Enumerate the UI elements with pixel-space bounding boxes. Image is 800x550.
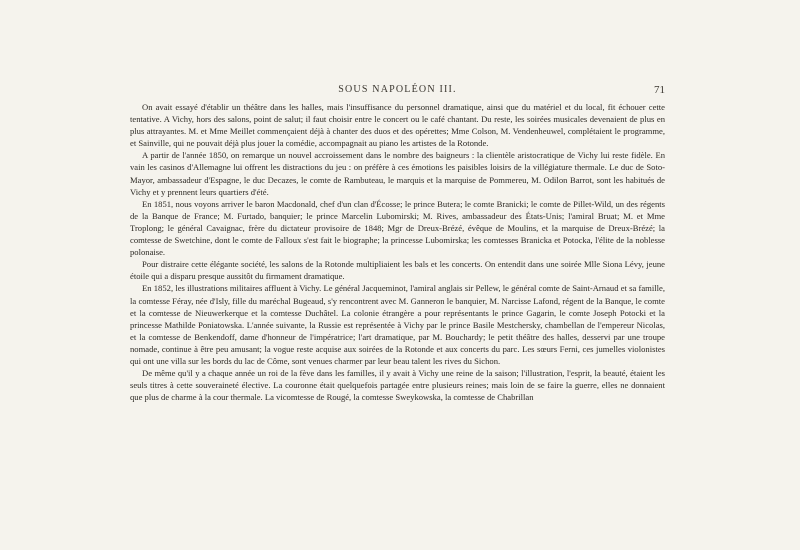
paragraph-reine: De même qu'il y a chaque année un roi de la fève dans les familles, il y avait à Vichy une reine de la saison; l'illustration, l'esprit, la beauté, étaient les seuls titres à cette souveraineté élective. La couronne était quelquefois partagée entre plusieurs reines; mais loin de se faire la guerre, elles ne donnaient que plus de charme à la cour thermale. La vicomtesse de Rougé, la comtesse Sweykowska, la comtesse de Chabrillan bbox=[130, 368, 665, 403]
page-number: 71 bbox=[654, 84, 665, 96]
running-head bbox=[130, 84, 665, 98]
running-title: SOUS NAPOLÉON III. bbox=[338, 84, 457, 95]
body-text bbox=[130, 101, 665, 403]
paragraph-theatre: On avait essayé d'établir un théâtre dans les halles, mais l'insuffisance du personnel dramatique, ainsi que du matériel et du local, fit échouer cette tentative. A Vichy, hors des salons, point de salut; il faut choisir entre le concert ou le café chantant. Du reste, les soirées musicales devenaient de plus en plus attrayantes. M. et Mme Meillet commençaient déjà à chanter des duos et des opérettes; Mme Colson, M. Vendenheuwel, complétaient le programme, et Sainville, qui ne pouvait déjà plus jouer la comédie, accompagnait au piano les artistes de la Rotonde. bbox=[130, 102, 665, 149]
paragraph-1851: En 1851, nous voyons arriver le baron Macdonald, chef d'un clan d'Écosse; le prince Butera; le comte Branicki; le comte de Pillet-Wild, un des régents de la Banque de France; M. Furtado, banquier; le prince Marcelin Lubomirski; M. Rives, ambassadeur des États-Unis; l'amiral Bruat; M. et Mme Troplong; le général Cavaignac, frère du dictateur provisoire de 1848; Mgr de Dreux-Brézé, évêque de Moulins, et la marquise de Dreux-Brézé; la comtesse de Swetchine, dont le comte de Falloux s'est fait le biographe; la princesse Lubomirska; les comtesses Branicka et Potocka, l'élite de la noblesse polonaise. bbox=[130, 198, 665, 258]
paragraph-1852: En 1852, les illustrations militaires affluent à Vichy. Le général Jacqueminot, l'amiral anglais sir Pellew, le général comte de Saint-Arnaud et sa famille, la comtesse Féray, née d'Isly, fille du maréchal Bugeaud, s'y rencontrent avec M. Ganneron le banquier, M. Narcisse Lafond, régent de la Banque, le comte et la comtesse de Nieuwerkerque et la comtesse Duchâtel. La colonie étrangère a pour représentants le prince Gagarin, le comte Joseph Potocki et la princesse Mathilde Poniatowska. L'année suivante, la Russie est représentée à Vichy par le prince Basile Mestchersky, chambellan de l'empereur Nicolas, et la comtesse de Benkendoff, dame d'honneur de l'impératrice; l'art dramatique, par M. Bouchardy; le petit théâtre des halles, desservi par une troupe nomade, continue à être peu amusant; la vogue reste acquise aux soirées de la Rotonde et aux concerts du parc. Les sœurs Ferni, ces jumelles violonistes qui ont une villa sur les bords du lac de Côme, sont venues charmer par leur beau talent les rives du Sichon. bbox=[130, 283, 665, 366]
paragraph-rotonde: Pour distraire cette élégante société, les salons de la Rotonde multipliaient les bals et les concerts. On entendit dans une soirée Mlle Siona Lévy, jeune étoile qui a disparu presque aussitôt du firmament dramatique. bbox=[130, 259, 665, 282]
paragraph-1850: A partir de l'année 1850, on remarque un nouvel accroissement dans le nombre des baigneurs : la clientèle aristocratique de Vichy lui reste fidèle. En vain les casinos d'Allemagne lui offrent les distractions du jeu : on préfère à ces émotions les paisibles loisirs de la villégiature thermale. Le duc de Soto-Mayor, ambassadeur d'Espagne, le duc Decazes, le comte de Rambuteau, le marquis et la marquise de Pommereu, M. Odilon Barrot, sont les habitués de Vichy et y prennent leurs quartiers d'été. bbox=[130, 150, 665, 197]
